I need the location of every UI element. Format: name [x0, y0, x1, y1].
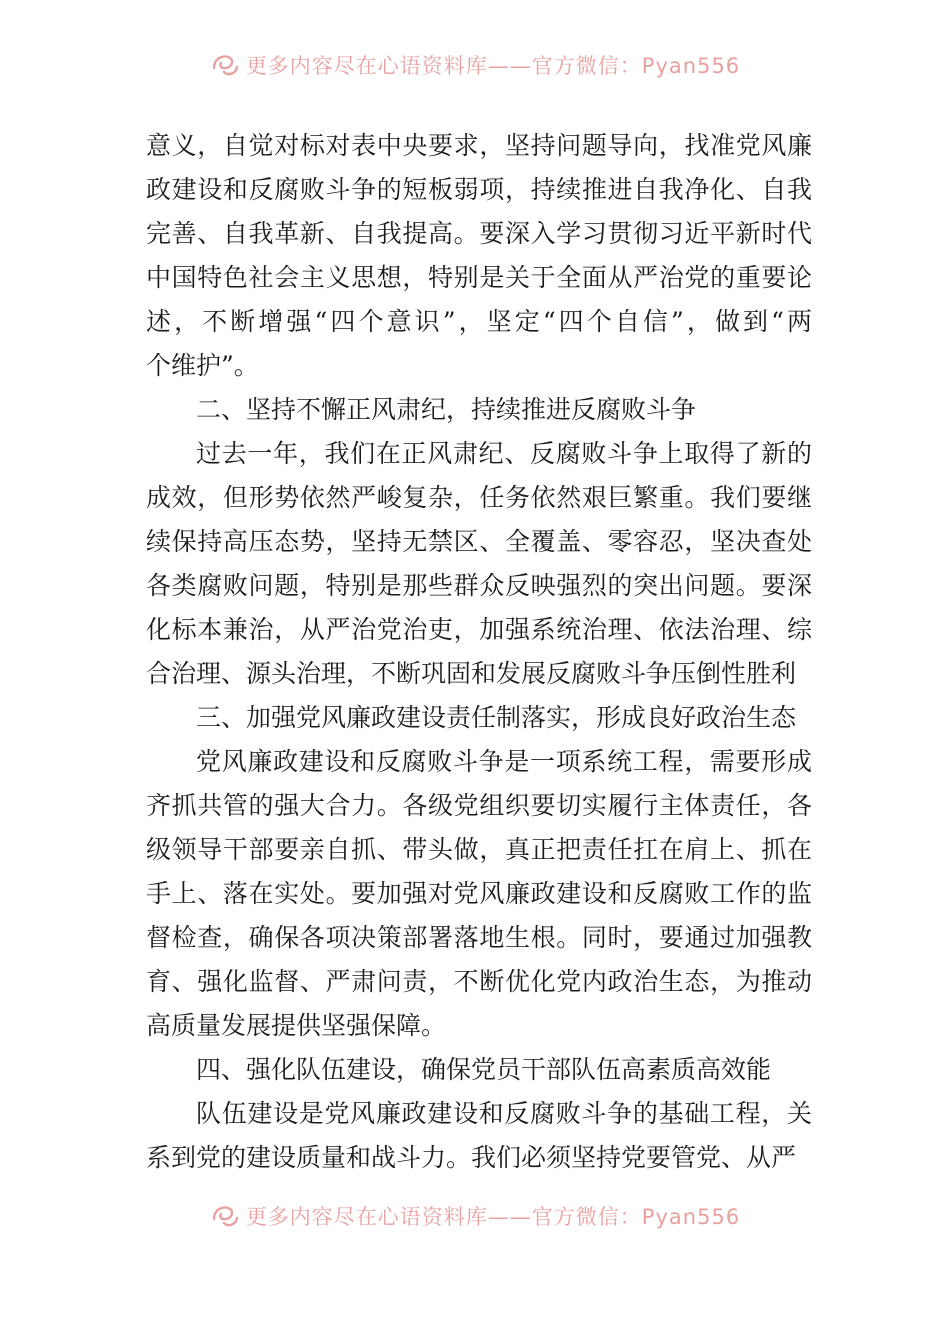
paragraph — [146, 124, 812, 388]
text-line: 意义，自觉对标对表中央要求，坚持问题导向，找准党风廉 — [146, 131, 812, 160]
text-line: 完善、自我革新、自我提高。要深入学习贯彻习近平新时代 — [146, 219, 812, 248]
paragraph — [146, 740, 812, 1048]
text-line: 二、坚持不懈正风肃纪，持续推进反腐败斗争 — [196, 395, 697, 424]
text-line: 述，不断增强“四个意识”，坚定“四个自信”，做到“两 — [146, 307, 812, 336]
section-heading — [146, 388, 812, 432]
text-line: 齐抓共管的强大合力。各级党组织要切实履行主体责任，各 — [146, 791, 812, 820]
text-line: 四、强化队伍建设，确保党员干部队伍高素质高效能 — [196, 1055, 772, 1084]
text-line: 手上、落在实处。要加强对党风廉政建设和反腐败工作的监 — [146, 879, 812, 908]
text-line: 育、强化监督、严肃问责，不断优化党内政治生态，为推动 — [146, 967, 812, 996]
text-line: 高质量发展提供坚强保障。 — [146, 1011, 447, 1040]
text-line: 成效，但形势依然严峻复杂，任务依然艰巨繁重。我们要继 — [146, 483, 812, 512]
text-line: 级领导干部要亲自抓、带头做，真正把责任扛在肩上、抓在 — [146, 835, 812, 864]
text-line: 督检查，确保各项决策部署落地生根。同时，要通过加强教 — [146, 923, 812, 952]
watermark-text: 更多内容尽在心语资料库——官方微信：Pyan556 — [245, 1205, 741, 1229]
section-heading — [146, 1048, 812, 1092]
text-line: 各类腐败问题，特别是那些群众反映强烈的突出问题。要深 — [146, 571, 812, 600]
text-line: 续保持高压态势，坚持无禁区、全覆盖、零容忍，坚决查处 — [146, 527, 812, 556]
text-line: 政建设和反腐败斗争的短板弱项，持续推进自我净化、自我 — [146, 175, 812, 204]
text-line: 中国特色社会主义思想，特别是关于全面从严治党的重要论 — [146, 263, 812, 292]
text-line: 三、加强党风廉政建设责任制落实，形成良好政治生态 — [196, 703, 797, 732]
text-line: 系到党的建设质量和战斗力。我们必须坚持党要管党、从严 — [146, 1143, 797, 1172]
watermark-header — [0, 52, 950, 92]
paragraph — [146, 432, 812, 696]
text-line: 党风廉政建设和反腐败斗争是一项系统工程，需要形成 — [196, 747, 812, 776]
text-line: 个维护”。 — [146, 351, 259, 380]
text-line: 队伍建设是党风廉政建设和反腐败斗争的基础工程，关 — [196, 1099, 812, 1128]
watermark-logo-icon — [210, 1203, 240, 1231]
text-line: 过去一年，我们在正风肃纪、反腐败斗争上取得了新的 — [196, 439, 812, 468]
text-line: 化标本兼治，从严治党治吏，加强系统治理、依法治理、综 — [146, 615, 812, 644]
document-body — [146, 124, 812, 1180]
watermark-logo-icon — [210, 52, 240, 80]
section-heading — [146, 696, 812, 740]
text-line: 合治理、源头治理，不断巩固和发展反腐败斗争压倒性胜利 — [146, 659, 797, 688]
paragraph — [146, 1092, 812, 1180]
watermark-text: 更多内容尽在心语资料库——官方微信：Pyan556 — [245, 54, 741, 78]
watermark-footer — [0, 1203, 950, 1243]
